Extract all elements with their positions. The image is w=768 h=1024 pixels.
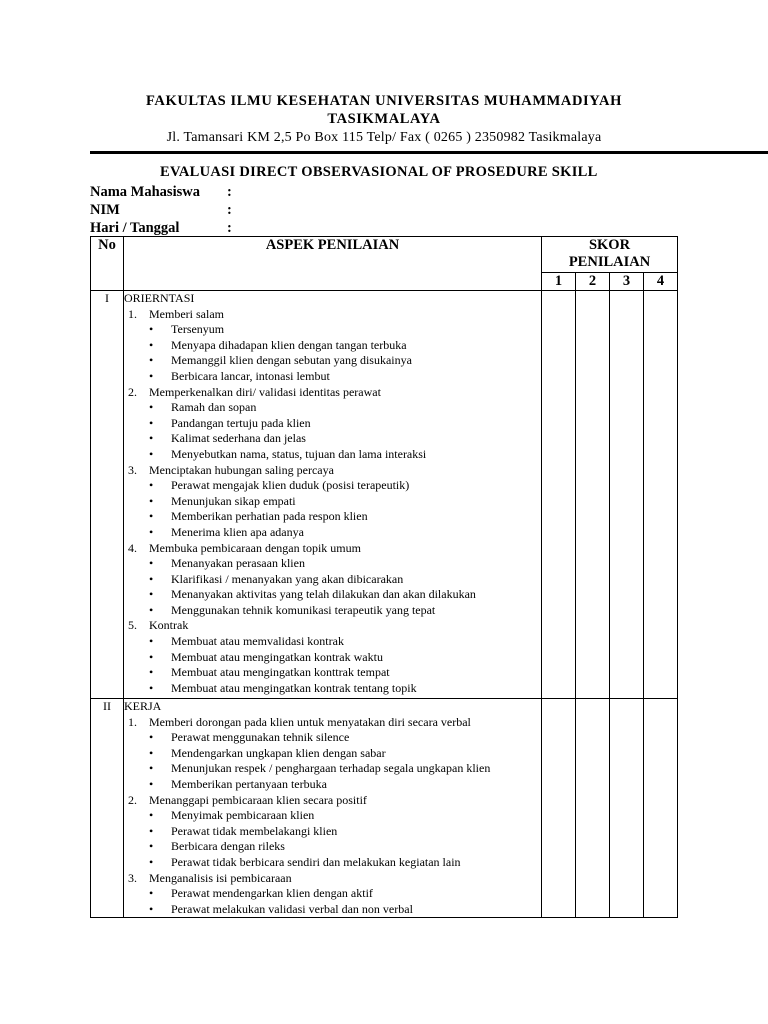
header-skor-line-1: SKOR — [588, 237, 631, 253]
bullet-item: • Perawat menggunakan tehnik silence — [124, 730, 541, 746]
item-number: 2. — [128, 384, 137, 399]
assessment-table — [90, 236, 678, 918]
numbered-item — [124, 541, 541, 557]
score-cell-2[interactable] — [576, 699, 610, 918]
item-label: Kontrak — [149, 618, 189, 633]
item-label: Memberi salam — [149, 306, 224, 321]
bullet-item: • Perawat mendengarkan klien dengan aktif — [124, 886, 541, 902]
bullet-item: • Berbicara lancar, intonasi lembut — [124, 369, 541, 385]
bullet-item: • Menanyakan aktivitas yang telah dilakukan dan akan dilakukan — [124, 587, 541, 603]
item-number: 3. — [128, 870, 137, 885]
bullet-item: • Menyapa dihadapan klien dengan tangan terbuka — [124, 338, 541, 354]
header-score-3: 3 — [610, 273, 644, 291]
numbered-item — [124, 871, 541, 887]
numbered-item — [124, 618, 541, 634]
bullet-item: • Kalimat sederhana dan jelas — [124, 431, 541, 447]
item-number: 4. — [128, 540, 137, 555]
header-no: No — [91, 237, 124, 291]
numbered-item — [124, 463, 541, 479]
section-title: KERJA — [124, 699, 162, 713]
item-label: Menanggapi pembicaraan klien secara positif — [149, 792, 367, 807]
bullet-item: • Tersenyum — [124, 322, 541, 338]
field-colon: : — [227, 202, 232, 218]
bullet-item: • Klarifikasi / menanyakan yang akan dibicarakan — [124, 572, 541, 588]
bullet-item: • Menggunakan tehnik komunikasi terapeutik yang tepat — [124, 603, 541, 619]
field-nama-mahasiswa — [90, 183, 232, 201]
numbered-item — [124, 715, 541, 731]
item-number: 5. — [128, 618, 137, 633]
bullet-item: • Perawat mengajak klien duduk (posisi terapeutik) — [124, 478, 541, 494]
document-title: EVALUASI DIRECT OBSERVASIONAL OF PROSEDURE SKILL — [160, 164, 598, 180]
bullet-item: • Menyebutkan nama, status, tujuan dan lama interaksi — [124, 447, 541, 463]
bullet-item: • Menerima klien apa adanya — [124, 525, 541, 541]
header-skor-penilaian — [542, 237, 678, 273]
institution-address: Jl. Tamansari KM 2,5 Po Box 115 Telp/ Fax ( 0265 ) 2350982 Tasikmalaya — [166, 130, 602, 145]
bullet-item: • Memanggil klien dengan sebutan yang disukainya — [124, 353, 541, 369]
item-label: Membuka pembicaraan dengan topik umum — [149, 540, 361, 555]
field-colon: : — [227, 184, 232, 200]
bullet-item: • Mendengarkan ungkapan klien dengan sabar — [124, 746, 541, 762]
item-number: 2. — [128, 792, 137, 807]
item-number: 3. — [128, 462, 137, 477]
institution-line-2: TASIKMALAYA — [327, 111, 441, 127]
item-label: Memperkenalkan diri/ validasi identitas perawat — [149, 384, 381, 399]
section-number: II — [91, 699, 124, 918]
header-score-1: 1 — [542, 273, 576, 291]
section-title: ORIERNTASI — [124, 291, 195, 305]
header-score-2: 2 — [576, 273, 610, 291]
score-cell-2[interactable] — [576, 291, 610, 699]
score-cell-3[interactable] — [610, 699, 644, 918]
bullet-item: • Ramah dan sopan — [124, 400, 541, 416]
student-identity-block — [90, 183, 232, 237]
bullet-item: • Membuat atau mengingatkan konttrak tempat — [124, 665, 541, 681]
institution-name — [0, 92, 768, 128]
item-number: 1. — [128, 714, 137, 729]
bullet-item: • Perawat tidak berbicara sendiri dan melakukan kegiatan lain — [124, 855, 541, 871]
score-cell-3[interactable] — [610, 291, 644, 699]
bullet-item: • Perawat melakukan validasi verbal dan non verbal — [124, 902, 541, 918]
numbered-item — [124, 793, 541, 809]
table-row-section-2 — [91, 699, 678, 918]
bullet-item: • Menanyakan perasaan klien — [124, 556, 541, 572]
score-cell-4[interactable] — [644, 291, 678, 699]
field-nim — [90, 201, 232, 219]
bullet-item: • Memberikan pertanyaan terbuka — [124, 777, 541, 793]
field-label: Hari / Tanggal — [90, 220, 180, 236]
field-label: NIM — [90, 202, 120, 218]
score-cell-1[interactable] — [542, 699, 576, 918]
table-row-section-1 — [91, 291, 678, 699]
bullet-item: • Menunjukan respek / penghargaan terhadap segala ungkapan klien — [124, 761, 541, 777]
bullet-item: • Membuat atau mengingatkan kontrak tentang topik — [124, 681, 541, 697]
section-number: I — [91, 291, 124, 699]
item-label: Menganalisis isi pembicaraan — [149, 870, 292, 885]
bullet-item: • Menyimak pembicaraan klien — [124, 808, 541, 824]
bullet-item: • Berbicara dengan rileks — [124, 839, 541, 855]
header-divider — [90, 151, 768, 154]
numbered-item — [124, 307, 541, 323]
institution-line-1: FAKULTAS ILMU KESEHATAN UNIVERSITAS MUHAMMADIYAH — [146, 93, 622, 109]
section-content — [124, 699, 542, 918]
header-skor-line-2: PENILAIAN — [568, 254, 651, 270]
bullet-item: • Membuat atau mengingatkan kontrak waktu — [124, 650, 541, 666]
score-cell-4[interactable] — [644, 699, 678, 918]
item-label: Memberi dorongan pada klien untuk menyatakan diri secara verbal — [149, 714, 471, 729]
section-content — [124, 291, 542, 699]
bullet-item: • Perawat tidak membelakangi klien — [124, 824, 541, 840]
bullet-item: • Memberikan perhatian pada respon klien — [124, 509, 541, 525]
header-score-4: 4 — [644, 273, 678, 291]
field-label: Nama Mahasiswa — [90, 184, 200, 200]
field-hari-tanggal — [90, 219, 232, 237]
score-cell-1[interactable] — [542, 291, 576, 699]
bullet-item: • Membuat atau memvalidasi kontrak — [124, 634, 541, 650]
bullet-item: • Menunjukan sikap empati — [124, 494, 541, 510]
item-number: 1. — [128, 306, 137, 321]
letterhead — [0, 92, 768, 147]
bullet-item: • Pandangan tertuju pada klien — [124, 416, 541, 432]
numbered-item — [124, 385, 541, 401]
item-label: Menciptakan hubungan saling percaya — [149, 462, 334, 477]
header-aspek-penilaian: ASPEK PENILAIAN — [124, 237, 542, 291]
field-colon: : — [227, 220, 232, 236]
